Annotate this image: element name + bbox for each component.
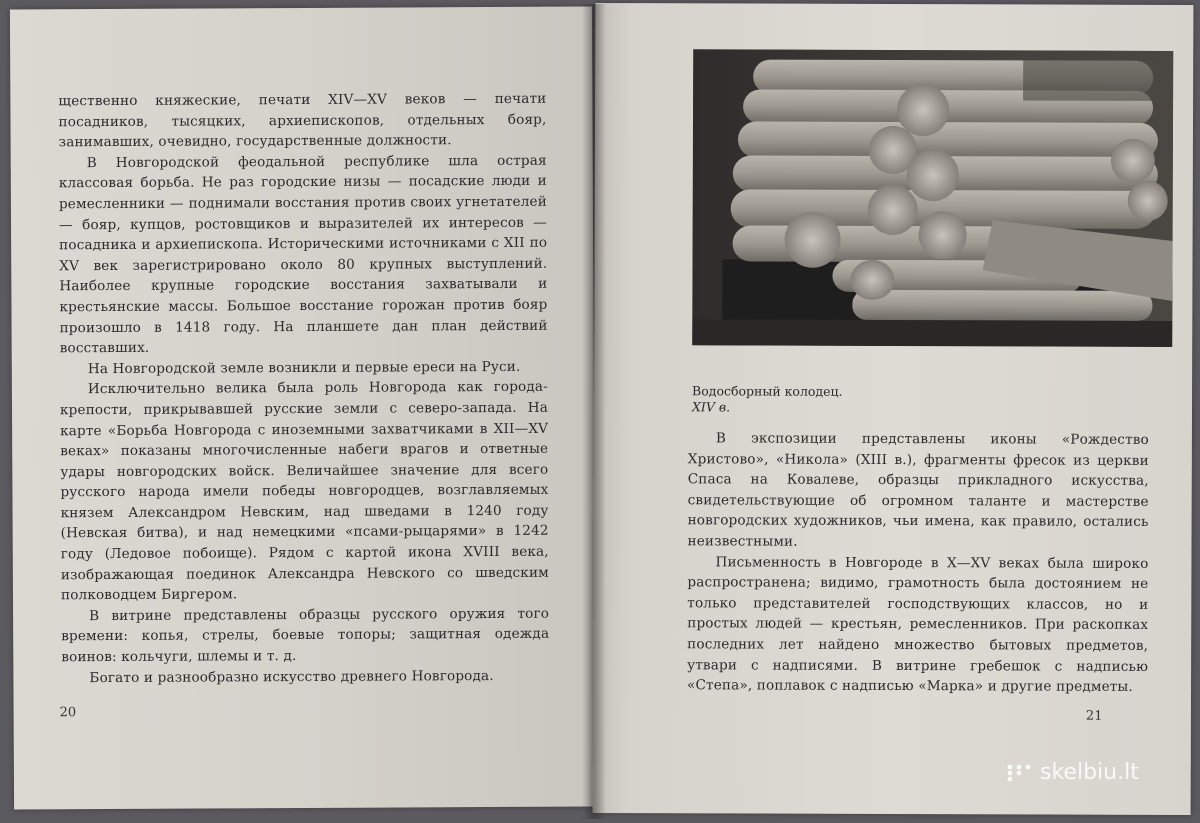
- watermark: [1004, 760, 1139, 785]
- paragraph: В Новгородской феодальной республике шла острая классовая борьба. Не раз городские низы — посадские люди и ремесленники — поднимали восстания против своих угнетателей — бояр, купцов, ростовщиков и выразителей их интересов — посадника и архиепископа. Историческими источниками с XII по XV век зарегистрировано около 80 крупных выступлений. Наиболее крупные городские восстания захватывали и крестьянские массы. Большое восстание горожан против бояр произошло в 1418 году. На планшете дан план действий восставших.: [58, 152, 548, 357]
- paragraph: Письменность в Новгороде в X—XV веках была широко распространена; видимо, грамотность была достоянием не только представителей господствующих классов, но и простых людей — крестьян, ремесленников. При раскопках последних лет найдено множество бытовых предметов, утвари с надписями. В витрине гребешок с надписью «Степа», поплавок с надписью «Марка» и другие предметы.: [687, 553, 1149, 695]
- paragraph: В экспозиции представлены иконы «Рождество Христово», «Никола» (XIII в.), фрагменты фресок из церкви Спаса на Ковалеве, образцы прикладного искусства, свидетельствующие об огромном таланте и мастерстве новгородских художников, чьи имена, как правило, остались неизвестными.: [687, 430, 1149, 550]
- paragraph: В витрине представлены образцы русского оружия того времени: копья, стрелы, боевые топоры; защитная одежда воинов: кольчуги, шлемы и т. д.: [61, 605, 550, 666]
- left-page: [10, 6, 596, 809]
- caption-title: Водосборный колодец.: [692, 383, 843, 399]
- right-page-text: [687, 428, 1149, 697]
- paragraph: Богато и разнообразно искусство древнего Новгорода.: [89, 667, 494, 686]
- watermark-text: skelbiu.lt: [1040, 760, 1139, 785]
- photo-caption: [692, 383, 843, 416]
- page-number-left: 20: [59, 705, 77, 721]
- dots-logo-icon: [1004, 761, 1034, 785]
- book-gutter: [582, 4, 606, 819]
- paragraph: На Новгородской земле возникли и первые ереси на Руси.: [87, 358, 521, 377]
- paragraph: щественно княжеские, печати XIV—XV веков — печати посадников, тысяцких, архиепископов, отдельных бояр, занимавших, очевидно, государственные должности.: [58, 90, 547, 151]
- right-page: [593, 3, 1194, 815]
- caption-date: XIV в.: [691, 399, 731, 415]
- left-page-text: [58, 89, 549, 689]
- page-number-right: 21: [1085, 708, 1103, 724]
- paragraph: Исключительно велика была роль Новгорода как города-крепости, прикрывавшей русские земли с северо-запада. На карте «Борьба Новгорода с иноземными захватчиками в XII—XV веках» показаны многочисленные набеги врагов и ответные удары новгородских войск. Величайшее значение для всего русского народа имели победы новгородцев, возглавляемых князем Александром Невским, над шведами в 1240 году (Невская битва), и над немецкими «псами-рыцарями» в 1242 году (Ледовое побоище). Рядом с картой икона XVIII века, изображающая поединок Александра Невского со шведским полководцем Биргером.: [59, 379, 549, 604]
- well-photo: [692, 49, 1173, 347]
